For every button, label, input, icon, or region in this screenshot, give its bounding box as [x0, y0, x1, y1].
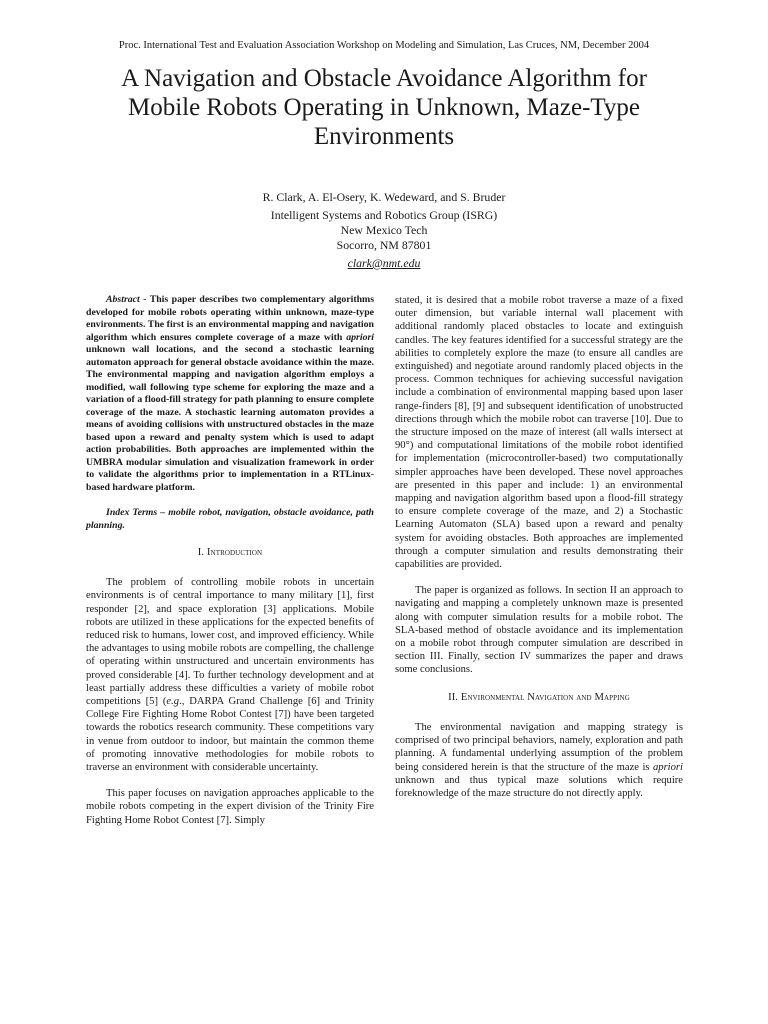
author-names: R. Clark, A. El-Osery, K. Wedeward, and S. Bruder — [262, 190, 506, 204]
body-paragraph: The problem of controlling mobile robots in uncertain environments is of central importance to many military [1], first responder [2], and space exploration [3] applications. Mobile robots are utilized in these applications for the expected benefits of reduced risk to humans, lower cost, and improved efficiency. While the advantages to using mobile robots are compelling, the challenge of operating within unstructured and uncertain environments has proved considerable [4]. To further technology development and at least partially address these difficulties a variety of mobile robot competitions [5] (e.g., DARPA Grand Challenge [6] and Trinity College Fire Fighting Home Robot Contest [7]) have been targeted towards the robotics research community. These competitions vary in venue from outdoor to indoor, but maintain the common theme of promoting innovative methodologies for mobile robots to traverse an environment with considerable uncertainty. — [86, 577, 375, 774]
index-terms: Index Terms – mobile robot, navigation, obstacle avoidance, path planning. — [86, 507, 374, 531]
left-column — [86, 294, 374, 840]
author-block — [0, 190, 768, 271]
title-line: Mobile Robots Operating in Unknown, Maze-Type — [127, 94, 641, 121]
body-paragraph: This paper focuses on navigation approaches applicable to the mobile robots competing in the expert division of the Trinity Fire Fighting Home Robot Contest [7]. Simply — [86, 788, 374, 826]
paper-title — [60, 64, 708, 151]
body-paragraph: The paper is organized as follows. In section II an approach to navigating and mapping a completely unknown maze is presented along with computer simulation results for a mobile robot. The SLA-based method of obstacle avoidance and its implementation on a mobile robot through computer simulation are described in section III. Finally, section IV summarizes the paper and draws some conclusions. — [395, 585, 683, 676]
body-paragraph: stated, it is desired that a mobile robot traverse a maze of a fixed outer dimension, but variable internal wall placement with additional randomly placed obstacles to locate and extinguish candles. The key features identified for a successful strategy are the abilities to completely explore the maze (to ensure all candles are extinguished) and negotiate around randomly placed objects in the process. Common techniques for achieving successful navigation include a combination of environmental mapping based upon laser range-finders [8], [9] and subsequent identification of unobstructed directions through which the mobile robot can traverse [10]. Due to the structure imposed on the maze of interest (all walls intersect at 90°) and computational limitations of the mobile robot identified for implementation (microcontroller-based) two computationally simpler approaches have been developed. These novel approaches are presented in this paper and include: 1) an environmental mapping and navigation algorithm based upon a flood-fill strategy to ensure complete coverage of the maze, and 2) a Stochastic Learning Automaton (SLA) based upon a reward and penalty system for avoiding obstacles. Both approaches are implemented through a computer simulation and results demonstrating their capabilities are provided. — [395, 295, 683, 571]
abstract-label: Abstract — [106, 294, 140, 305]
title-line: Environments — [313, 123, 455, 150]
author-institution: New Mexico Tech — [340, 223, 428, 237]
section-heading-introduction: I. Introduction — [197, 547, 263, 558]
abstract: Abstract - This paper describes two complementary algorithms developed for mobile robots operating within unknown, maze-type environments. The first is an environmental mapping and navigation algorithm which ensures complete coverage of a maze with apriori unknown wall locations, and the second a stochastic learning automaton approach for general obstacle avoidance within the maze. The environmental mapping and navigation algorithm employs a modified, wall following type scheme for exploring the maze and a variation of a flood-fill strategy for path planning to ensure complete coverage of the maze. A stochastic learning automaton provides a means of avoiding collisions with unstructured obstacles in the maze based upon a reward and penalty system which is used to adapt action probabilities. Both approaches are implemented within the UMBRA modular simulation and visualization framework in order to validate the algorithms prior to implementation in a RTLinux-based hardware platform. — [86, 294, 375, 493]
section-heading-environmental-navigation: II. Environmental Navigation and Mapping — [448, 691, 630, 703]
right-column — [395, 294, 683, 813]
author-location: Socorro, NM 87801 — [336, 238, 432, 252]
body-paragraph: The environmental navigation and mapping strategy is comprised of two principal behaviors, namely, exploration and path planning. A fundamental underlying assumption of the problem being considered herein is that the structure of the maze is apriori unknown and thus typical maze solutions which require foreknowledge of the maze structure do not directly apply. — [395, 721, 683, 799]
author-email-link[interactable]: clark@nmt.edu — [347, 256, 421, 270]
proceedings-header: Proc. International Test and Evaluation Association Workshop on Modeling and Simulation, Las Cruces, NM, December 2004 — [118, 40, 650, 51]
title-line: A Navigation and Obstacle Avoidance Algorithm for — [121, 65, 647, 92]
author-affiliation: Intelligent Systems and Robotics Group (ISRG) — [270, 208, 498, 222]
